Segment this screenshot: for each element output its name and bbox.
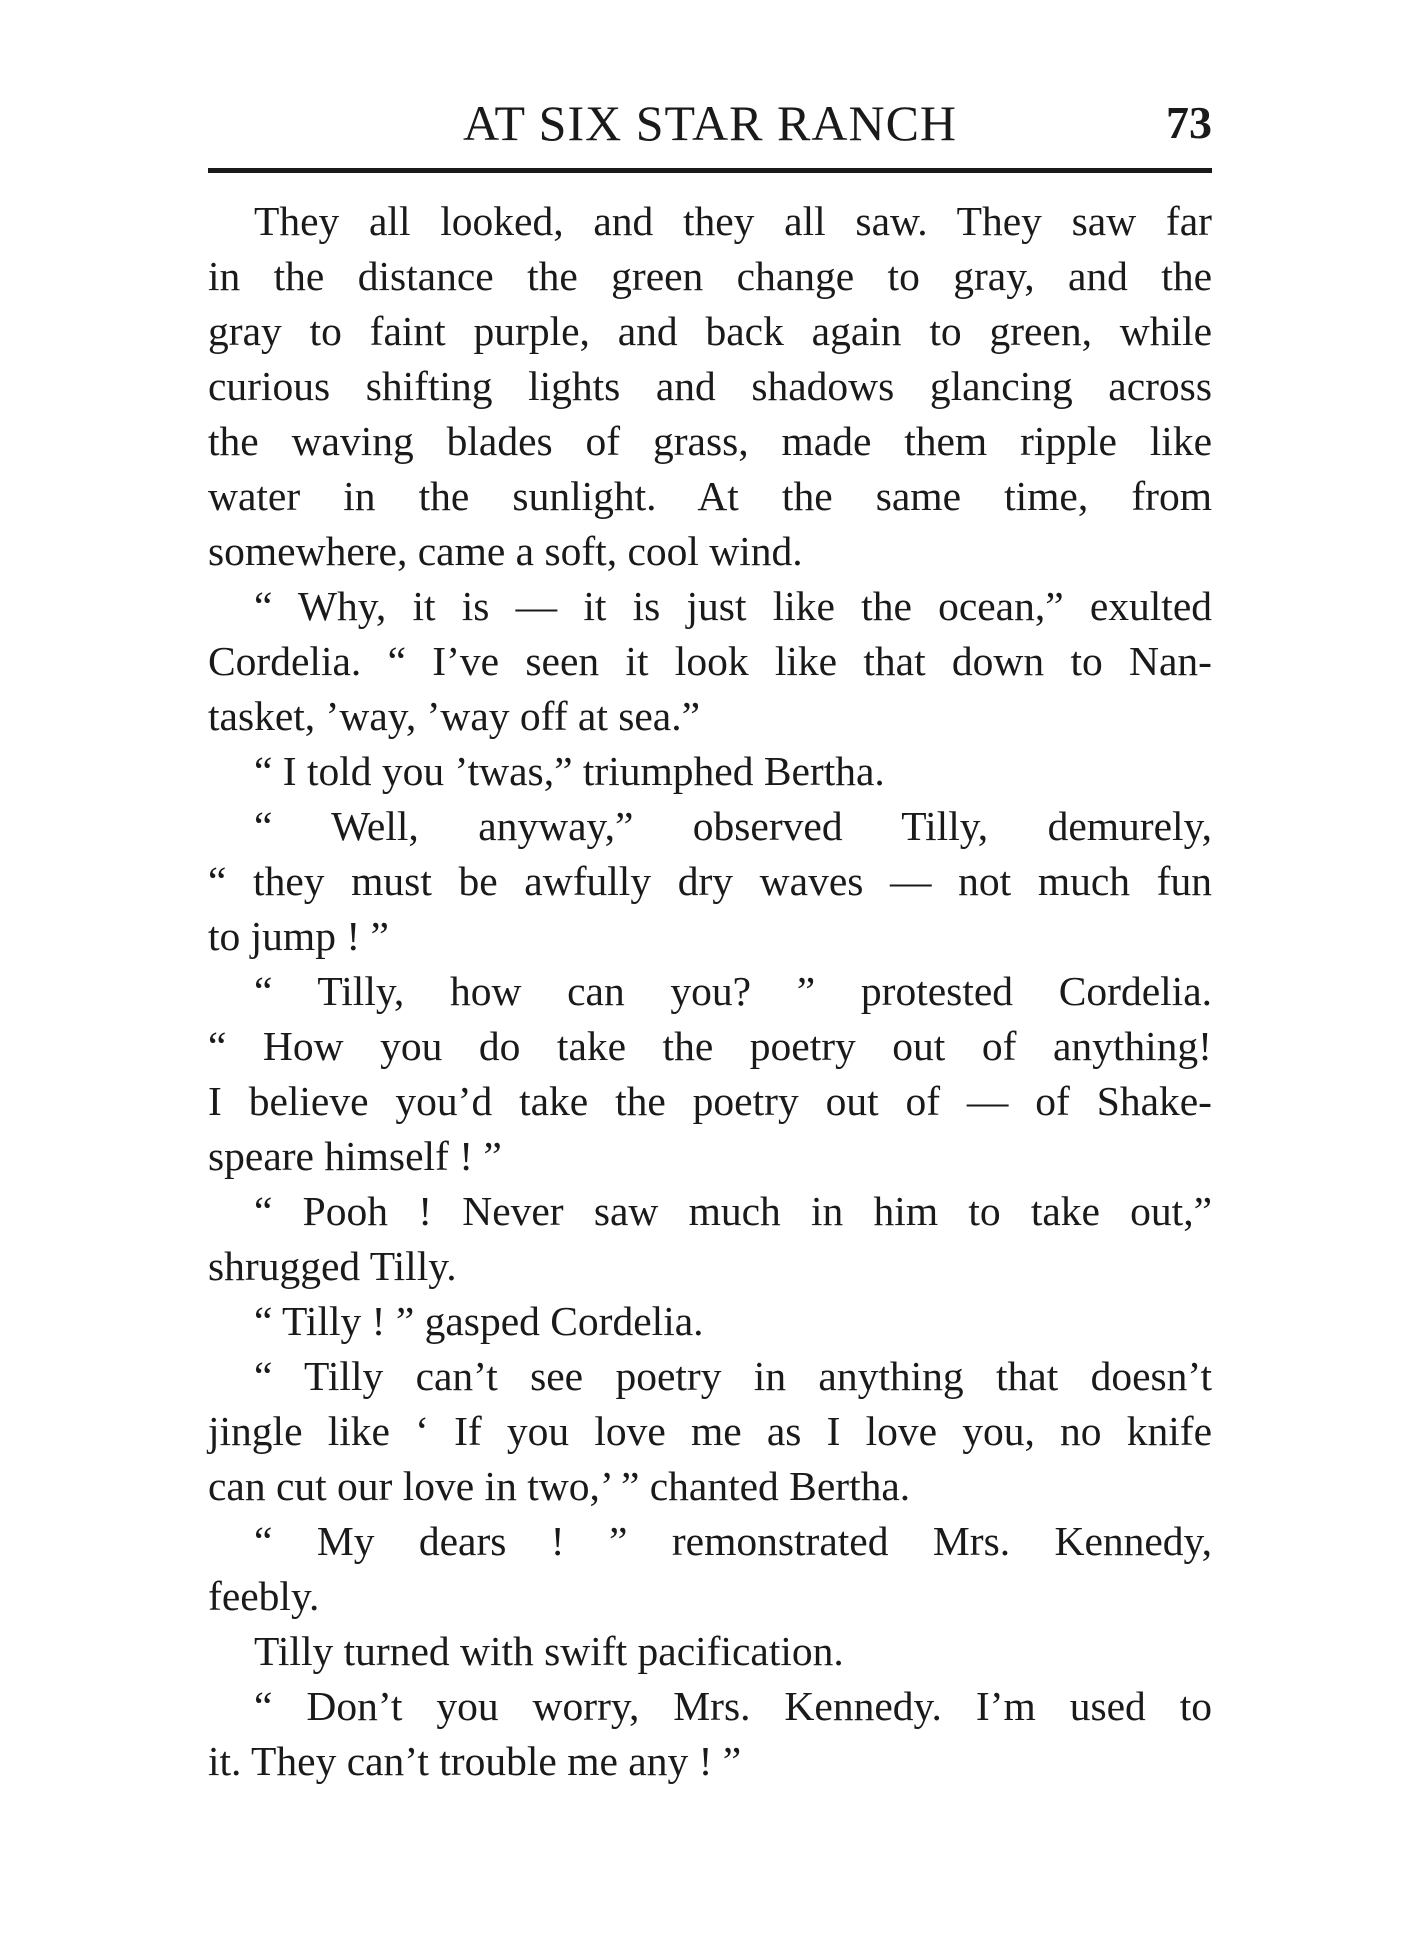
text-line: “ Well, anyway,” observed Tilly, demurely,	[254, 803, 1212, 849]
text-line: curious shifting lights and shadows glancing across	[208, 363, 1212, 409]
text-line: Cordelia. “ I’ve seen it look like that down to Nan-	[208, 638, 1212, 684]
running-title: AT SIX STAR RANCH	[462, 95, 958, 151]
text-line: water in the sunlight. At the same time, from	[208, 473, 1212, 519]
text-line: “ I told you ’twas,” triumphed Bertha.	[254, 748, 885, 794]
text-line: shrugged Tilly.	[208, 1243, 457, 1289]
page-header	[208, 88, 1212, 158]
text-line: “ Pooh ! Never saw much in him to take out,”	[254, 1188, 1212, 1234]
body-text	[208, 194, 1212, 1789]
text-line: “ How you do take the poetry out of anything!	[208, 1023, 1212, 1069]
text-line: Tilly turned with swift pacification.	[254, 1628, 844, 1674]
text-line: tasket, ’way, ’way off at sea.”	[208, 693, 701, 739]
text-line: “ Tilly ! ” gasped Cordelia.	[254, 1298, 704, 1344]
text-line: “ My dears ! ” remonstrated Mrs. Kennedy,	[254, 1518, 1212, 1564]
text-line: feebly.	[208, 1573, 320, 1619]
text-line: “ Why, it is — it is just like the ocean,” exulted	[254, 583, 1212, 629]
text-line: speare himself ! ”	[208, 1133, 502, 1179]
text-line: “ Don’t you worry, Mrs. Kennedy. I’m used to	[254, 1683, 1212, 1729]
text-line: “ Tilly, how can you? ” protested Cordelia.	[254, 968, 1212, 1014]
header-rule	[208, 168, 1212, 173]
text-line: “ they must be awfully dry waves — not much fun	[208, 858, 1212, 904]
text-line: I believe you’d take the poetry out of — of Shake-	[208, 1078, 1212, 1124]
text-line: They all looked, and they all saw. They saw far	[254, 198, 1212, 244]
page-number: 73	[1166, 97, 1212, 148]
text-line: somewhere, came a soft, cool wind.	[208, 528, 803, 574]
text-line: can cut our love in two,’ ” chanted Bertha.	[208, 1463, 911, 1509]
text-line: it. They can’t trouble me any ! ”	[208, 1738, 742, 1784]
text-line: the waving blades of grass, made them ripple like	[208, 418, 1212, 464]
text-line: in the distance the green change to gray, and the	[208, 253, 1212, 299]
text-line: gray to faint purple, and back again to green, while	[208, 308, 1212, 354]
text-line: “ Tilly can’t see poetry in anything that doesn’t	[254, 1353, 1212, 1399]
text-line: jingle like ‘ If you love me as I love you, no knife	[208, 1408, 1212, 1454]
text-line: to jump ! ”	[208, 913, 389, 959]
